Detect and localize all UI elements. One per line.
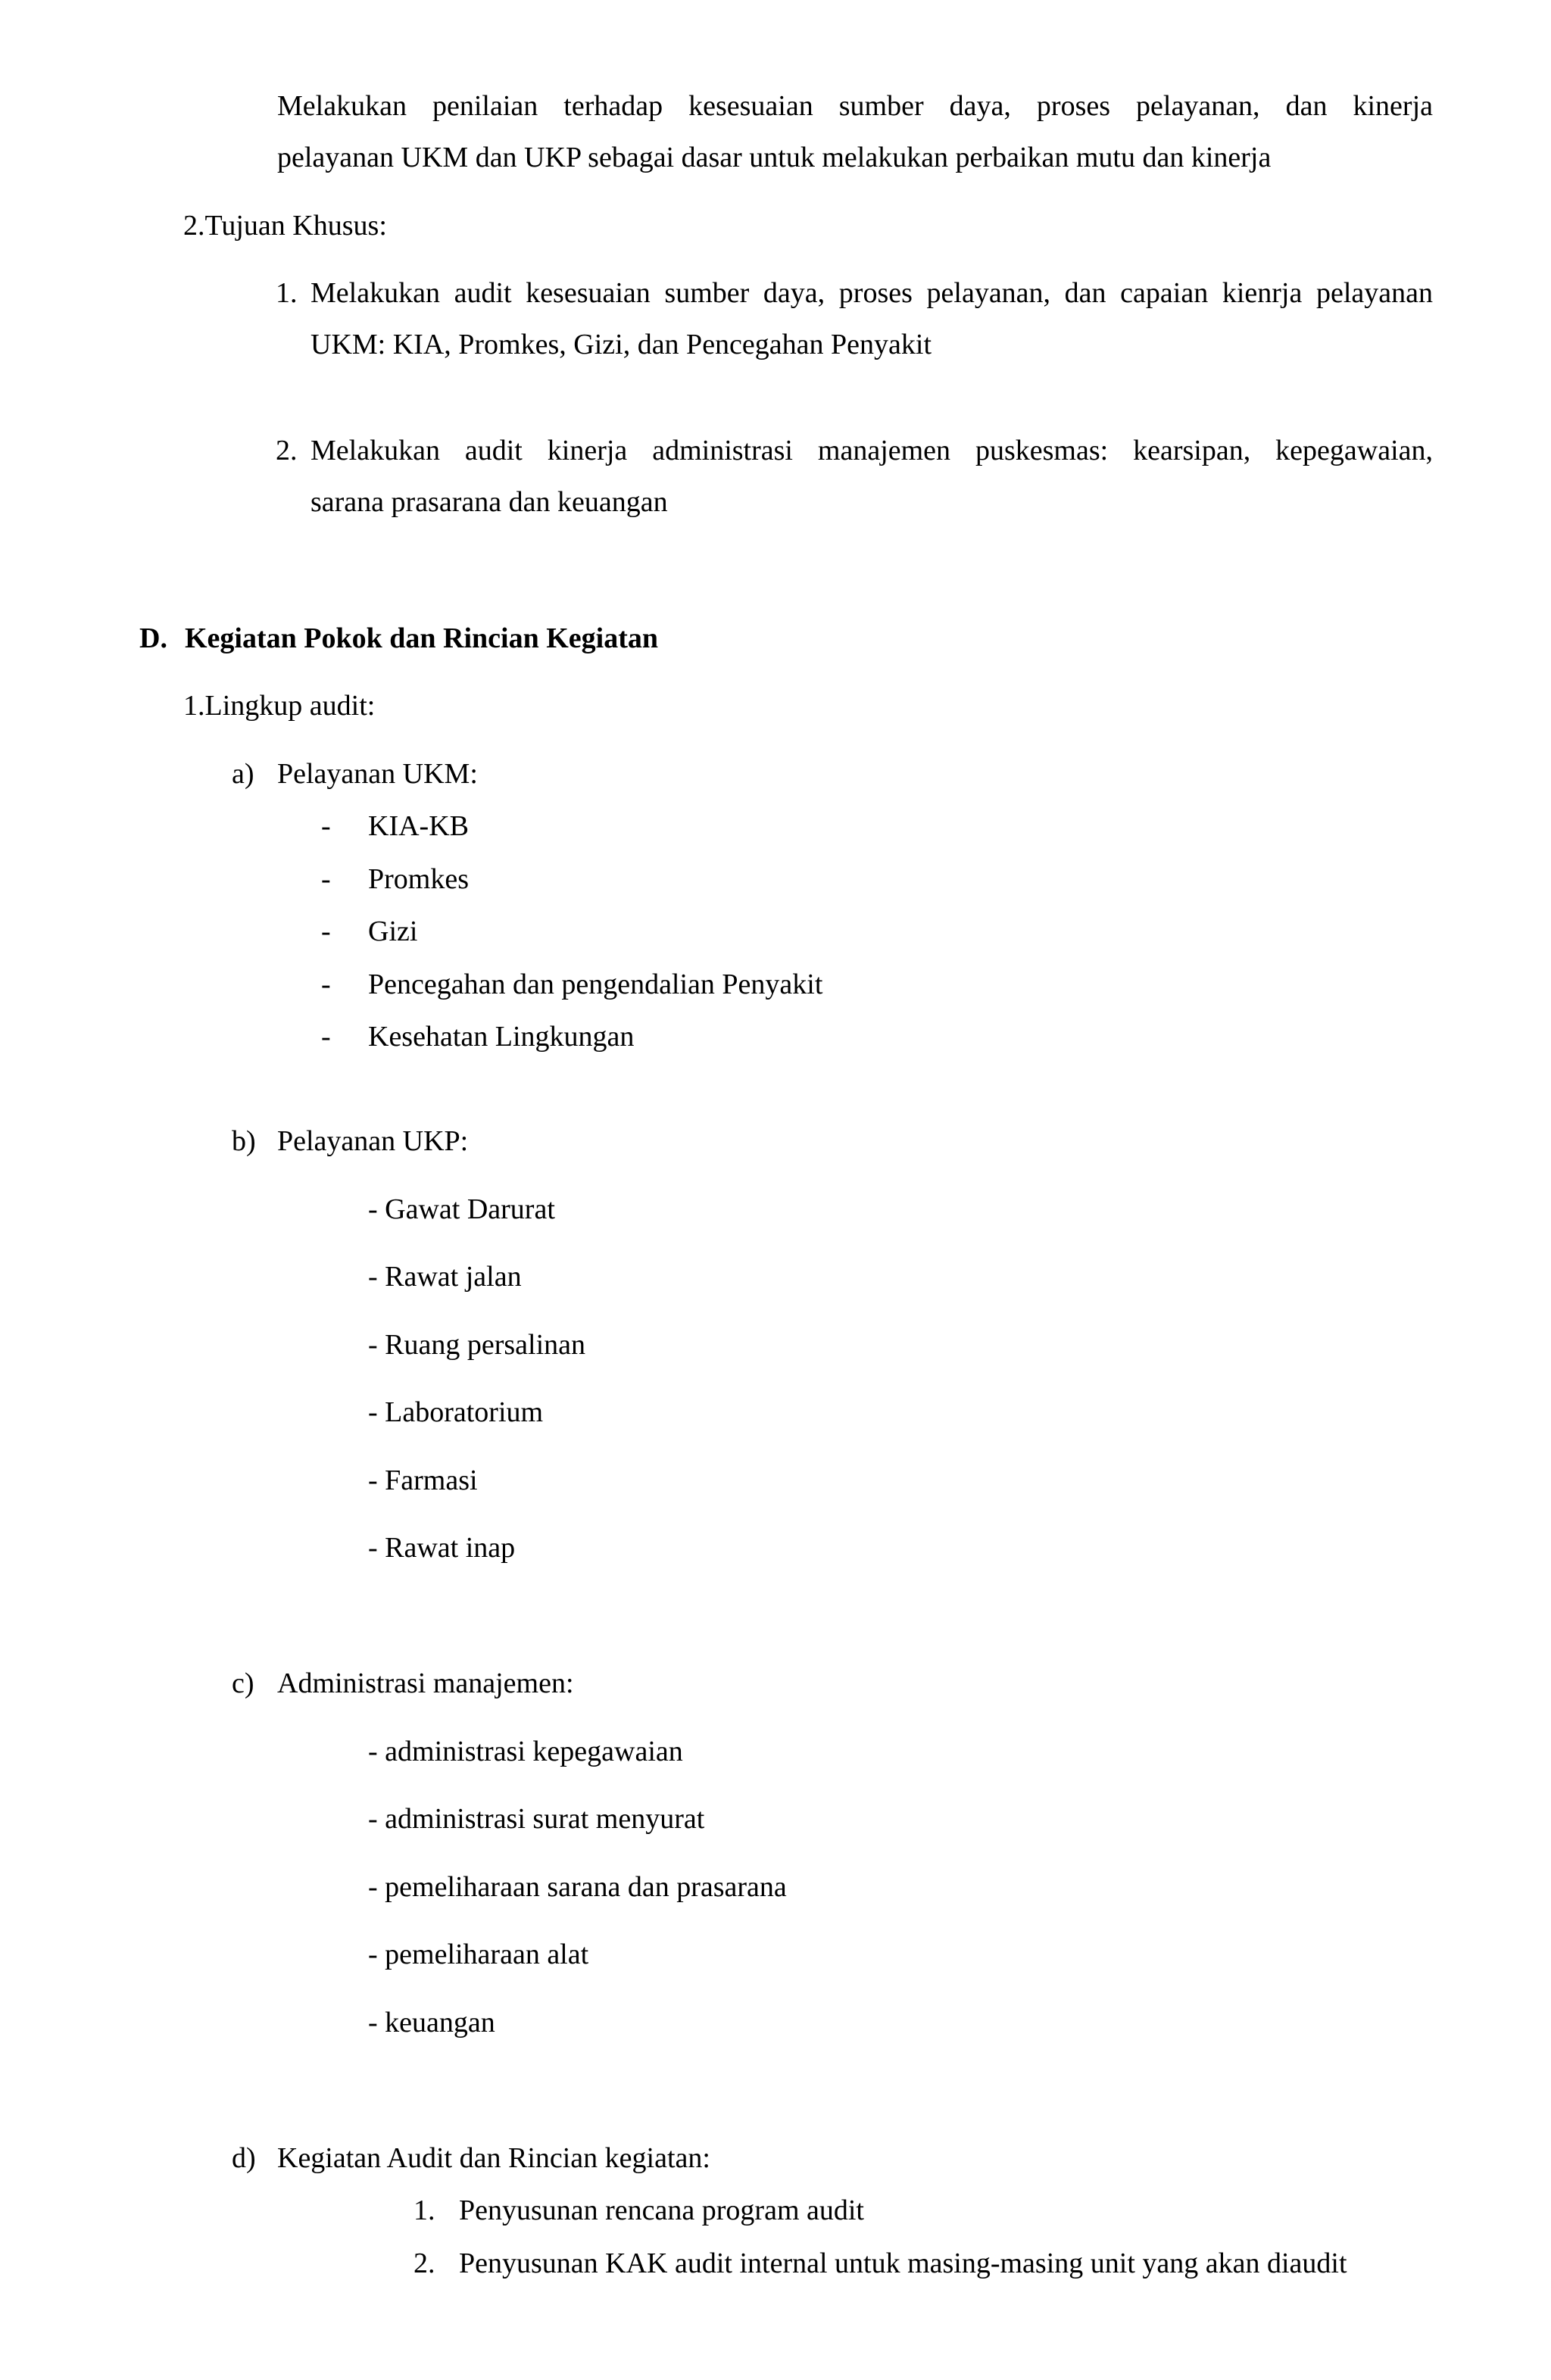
lingkup-audit-heading: 1.Lingkup audit:	[183, 690, 376, 722]
admin-item-1: - administrasi kepegawaian	[368, 1736, 683, 1767]
ukp-item-5: - Farmasi	[368, 1464, 478, 1496]
ukp-item-4: - Laboratorium	[368, 1396, 544, 1428]
tujuan-item-1-line-2: UKM: KIA, Promkes, Gizi, dan Pencegahan Penyakit	[311, 329, 932, 360]
ukm-dash-2: -	[321, 863, 331, 895]
audit-item-2-text: Penyusunan KAK audit internal untuk masing-masing unit yang akan diaudit	[459, 2247, 1347, 2279]
ukm-dash-1: -	[321, 810, 331, 842]
ukm-item-3: Gizi	[368, 916, 418, 947]
admin-item-5: - keuangan	[368, 2007, 495, 2038]
audit-item-1-number: 1.	[413, 2194, 435, 2226]
tujuan-item-1-line-1: Melakukan audit kesesuaian sumber daya, proses pelayanan, dan capaian kienrja pelayanan	[311, 277, 1433, 309]
ukp-item-2: - Rawat jalan	[368, 1261, 522, 1293]
ukm-item-5: Kesehatan Lingkungan	[368, 1021, 635, 1053]
audit-item-2-number: 2.	[413, 2247, 435, 2279]
ukm-dash-5: -	[321, 1021, 331, 1053]
ukp-item-1: - Gawat Darurat	[368, 1193, 555, 1225]
section-d-letter: D.	[139, 622, 167, 654]
ukp-item-6: - Rawat inap	[368, 1532, 516, 1564]
ukm-item-2: Promkes	[368, 863, 469, 895]
ukm-item-1: KIA-KB	[368, 810, 469, 842]
admin-item-4: - pemeliharaan alat	[368, 1939, 589, 1970]
tujuan-item-2-number: 2.	[276, 435, 298, 466]
ukp-item-3: - Ruang persalinan	[368, 1329, 586, 1361]
admin-item-2: - administrasi surat menyurat	[368, 1803, 705, 1835]
tujuan-khusus-heading: 2.Tujuan Khusus:	[183, 210, 387, 242]
ukm-dash-3: -	[321, 916, 331, 947]
audit-label: d)	[232, 2142, 256, 2174]
ukp-label: b)	[232, 1125, 256, 1157]
tujuan-item-2-line-1: Melakukan audit kinerja administrasi manajemen puskesmas: kearsipan, kepegawaian,	[311, 435, 1433, 466]
tujuan-item-2-line-2: sarana prasarana dan keuangan	[311, 486, 668, 518]
ukm-dash-4: -	[321, 969, 331, 1000]
audit-item-1-text: Penyusunan rencana program audit	[459, 2194, 864, 2226]
ukm-label: a)	[232, 758, 254, 790]
intro-line-2: pelayanan UKM dan UKP sebagai dasar untuk melakukan perbaikan mutu dan kinerja	[277, 142, 1272, 173]
ukm-title: Pelayanan UKM:	[277, 758, 478, 790]
admin-title: Administrasi manajemen:	[277, 1667, 574, 1699]
audit-title: Kegiatan Audit dan Rincian kegiatan:	[277, 2142, 710, 2174]
ukp-title: Pelayanan UKP:	[277, 1125, 469, 1157]
admin-label: c)	[232, 1667, 254, 1699]
intro-line-1: Melakukan penilaian terhadap kesesuaian sumber daya, proses pelayanan, dan kinerja	[277, 90, 1433, 122]
ukm-item-4: Pencegahan dan pengendalian Penyakit	[368, 969, 823, 1000]
section-d-title: Kegiatan Pokok dan Rincian Kegiatan	[185, 622, 658, 654]
tujuan-item-1-number: 1.	[276, 277, 298, 309]
admin-item-3: - pemeliharaan sarana dan prasarana	[368, 1871, 787, 1903]
